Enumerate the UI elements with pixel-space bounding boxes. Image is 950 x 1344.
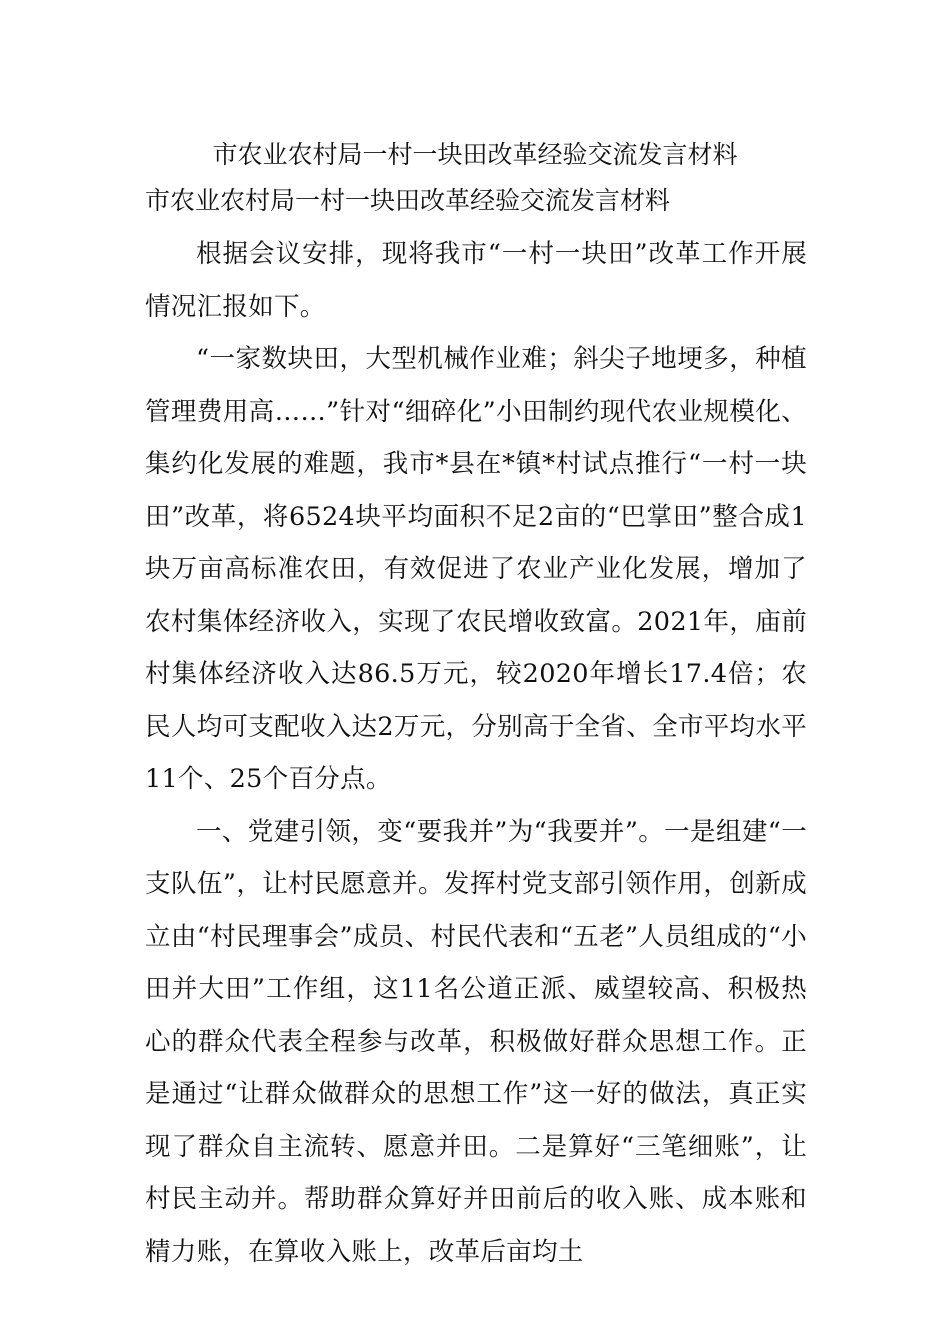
paragraph-section-one: 一、党建引领，变“要我并”为“我要并”。一是组建“一支队伍”，让村民愿意并。发挥村党支部引领作用，创新成立由“村民理事会”成员、村民代表和“五老”人员组成的“小田并大田”工作组，这11名公道正派、威望较高、积极热心的群众代表全程参与改革，积极做好群众思想工作。正是通过“让群众做群众的思想工作”这一好的做法，真正实现了群众自主流转、愿意并田。二是算好“三笔细账”，让村民主动并。帮助群众算好并田前后的收入账、成本账和精力账，在算收入账上，改革后亩均土 — [145, 816, 807, 1267]
document-subtitle: 市农业农村局一村一块田改革经验交流发言材料 — [145, 186, 671, 215]
paragraph-background: “一家数块田，大型机械作业难；斜尖子地埂多，种植管理费用高……”针对“细碎化”小田制约现代农业规模化、集约化发展的难题，我市*县在*镇*村试点推行“一村一块田”改革，将6524块平均面积不足2亩的“巴掌田”整合成1块万亩高标准农田，有效促进了农业产业化发展，增加了农村集体经济收入，实现了农民增收致富。2021年，庙前村集体经济收入达86.5万元，较2020年增长17.4倍；农民人均可支配收入达2万元，分别高于全省、全市平均水平11个、25个百分点。 — [145, 344, 807, 794]
document-title: 市农业农村局一村一块田改革经验交流发言材料 — [212, 140, 738, 169]
paragraph-intro: 根据会议安排，现将我市“一村一块田”改革工作开展情况汇报如下。 — [145, 239, 807, 322]
document-body — [145, 228, 807, 1278]
